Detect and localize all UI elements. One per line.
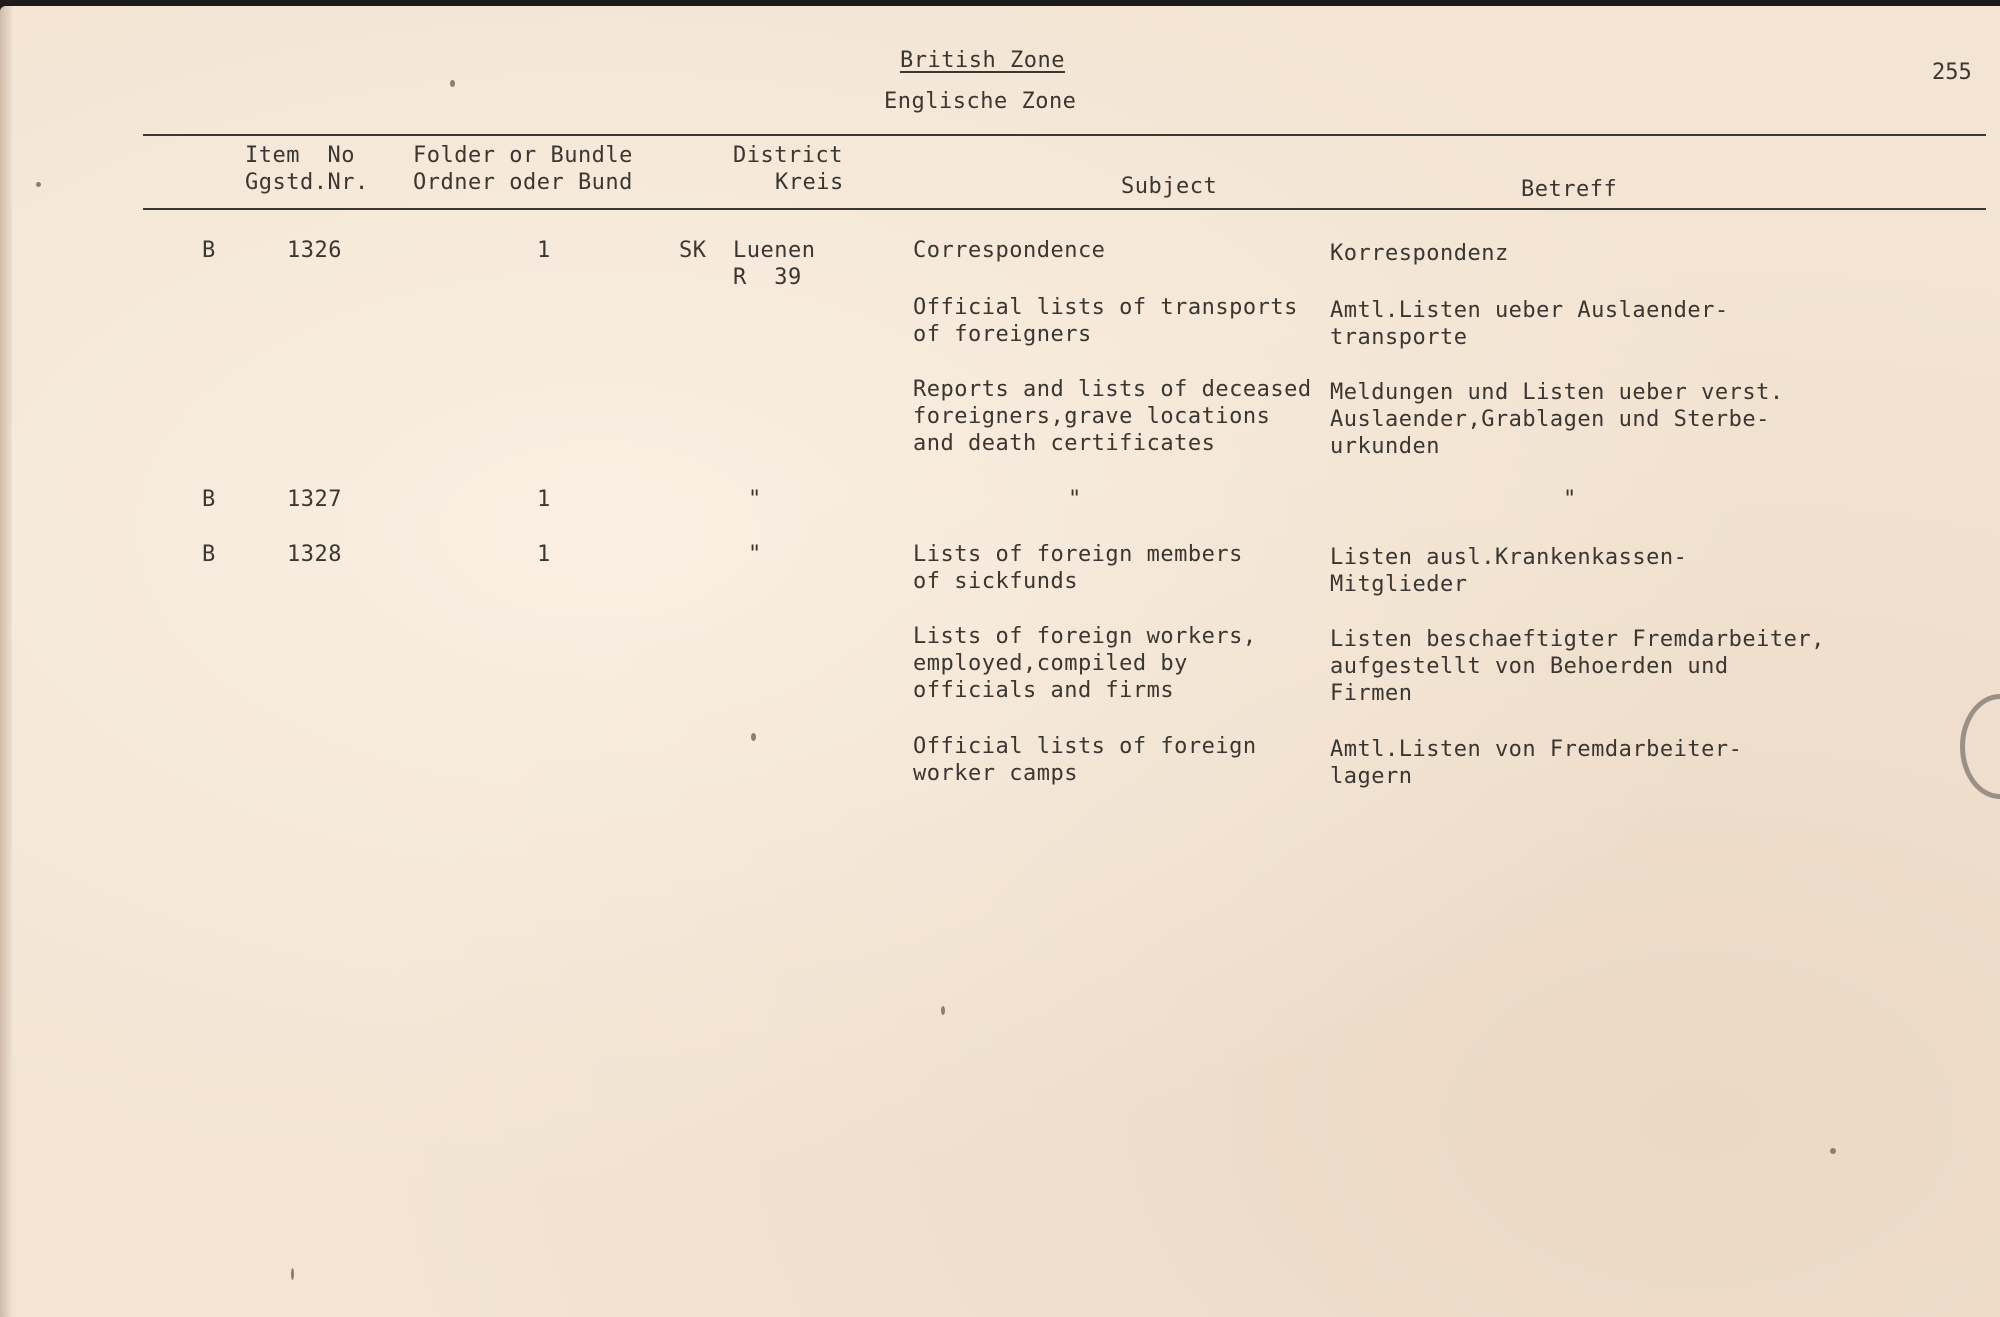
document-page <box>0 6 2000 1317</box>
folder-count: 1 <box>537 542 551 567</box>
betreff-ditto: " <box>1563 487 1577 512</box>
betreff-text: Listen ausl.Krankenkassen- Mitglieder <box>1330 545 1688 597</box>
col-betreff: Betreff <box>1521 177 1618 202</box>
header-top-rule <box>143 134 1986 136</box>
paper-speck <box>751 733 756 741</box>
binding-edge <box>0 6 12 1317</box>
subject-text: Correspondence <box>913 238 1106 263</box>
item-number: 1328 <box>287 542 342 567</box>
subject-text: Official lists of foreign worker camps <box>913 734 1257 786</box>
folder-count: 1 <box>537 238 551 263</box>
betreff-text: Amtl.Listen von Fremdarbeiter- lagern <box>1330 737 1743 789</box>
col-folder-de: Ordner oder Bund <box>413 170 633 195</box>
district-ditto: " <box>748 487 762 512</box>
district-ditto: " <box>748 542 762 567</box>
paper-speck <box>36 182 41 187</box>
row-prefix: B <box>202 542 216 567</box>
col-item-no-en: Item No <box>245 143 355 168</box>
subject-ditto: " <box>1068 487 1082 512</box>
item-number: 1326 <box>287 238 342 263</box>
subject-text: Official lists of transports of foreigners <box>913 295 1298 347</box>
row-prefix: B <box>202 487 216 512</box>
row-prefix: B <box>202 238 216 263</box>
subject-text: Reports and lists of deceased foreigners,grave locations and death certificates <box>913 377 1312 456</box>
betreff-text: Amtl.Listen ueber Auslaender- transporte <box>1330 298 1729 350</box>
item-number: 1327 <box>287 487 342 512</box>
zone-title-de: Englische Zone <box>884 89 1077 114</box>
col-subject: Subject <box>1121 174 1218 199</box>
paper-speck <box>941 1006 945 1015</box>
paper-speck <box>291 1268 294 1280</box>
district-sub: R 39 <box>733 265 802 290</box>
betreff-text: Korrespondenz <box>1330 241 1509 266</box>
col-district-en: District <box>733 143 843 168</box>
subject-text: Lists of foreign workers, employed,compiled by officials and firms <box>913 624 1257 703</box>
paper-speck <box>1830 1148 1836 1154</box>
clip-mark <box>1960 694 2000 799</box>
zone-title-en: British Zone <box>900 48 1065 73</box>
district-name: Luenen <box>733 238 816 263</box>
col-folder-en: Folder or Bundle <box>413 143 633 168</box>
col-district-de: Kreis <box>775 170 844 195</box>
header-bottom-rule <box>143 208 1986 210</box>
col-item-no-de: Ggstd.Nr. <box>245 170 369 195</box>
betreff-text: Meldungen und Listen ueber verst. Auslaender,Grablagen und Sterbe- urkunden <box>1330 380 1784 459</box>
betreff-text: Listen beschaeftigter Fremdarbeiter, aufgestellt von Behoerden und Firmen <box>1330 627 1825 706</box>
folder-count: 1 <box>537 487 551 512</box>
paper-speck <box>450 80 455 87</box>
page-number: 255 <box>1932 60 1972 85</box>
district-code: SK <box>679 238 707 263</box>
subject-text: Lists of foreign members of sickfunds <box>913 542 1243 594</box>
